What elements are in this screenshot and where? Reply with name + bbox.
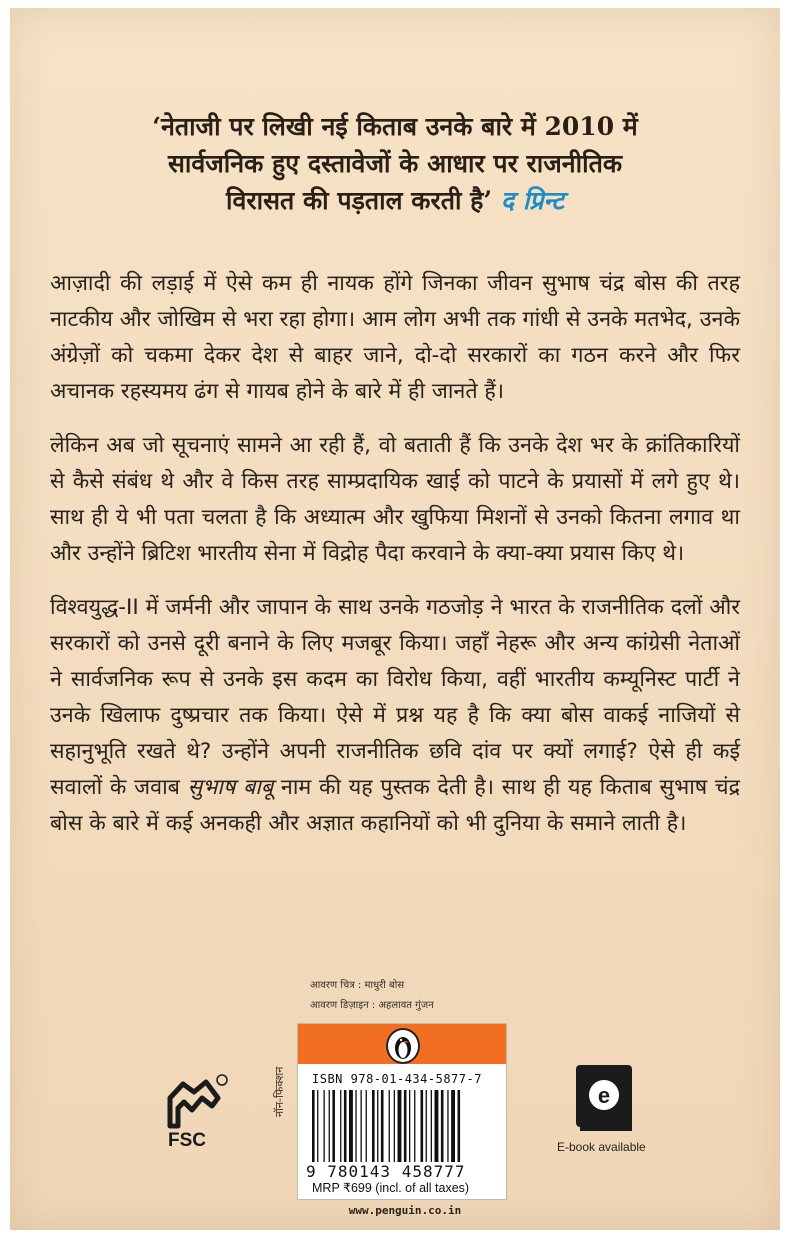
barcode <box>310 1090 496 1162</box>
barcode-bar <box>394 1090 395 1162</box>
barcode-bar <box>329 1090 330 1162</box>
synopsis-paragraph-1: आज़ादी की लड़ाई में ऐसे कम ही नायक होंगे जिनका जीवन सुभाष चंद्र बोस की तरह नाटकीय और जोखिम से भरा रहा होगा। आम लोग अभी तक गांधी से उनके मतभेद, उनके अंग्रेज़ों को चकमा देकर देश से बाहर जाने, दो-दो सरकारों का गठन करने और फिर अचानक रहस्यमय ढंग से गायब होने के बारे में ही जानते हैं। <box>50 271 740 404</box>
barcode-bar <box>317 1090 318 1162</box>
book-back-cover <box>10 8 780 1230</box>
quote-line-3-text: विरासत की पड़ताल करती है’ <box>226 186 493 215</box>
synopsis-paragraph-3-part-2: नाम की यह पुस्तक देती है। साथ ही यह किताब सुभाष चंद्र बोस के बारे में कई अनकही और अज्ञात कहानियों को भी दुनिया के समाने लाती है। <box>50 775 740 836</box>
barcode-bar <box>381 1090 384 1162</box>
barcode-bar <box>340 1090 341 1162</box>
barcode-bar <box>361 1090 362 1162</box>
barcode-bar <box>377 1090 378 1162</box>
quote-source: द प्रिन्ट <box>500 186 564 215</box>
barcode-number: 9 780143 458777 <box>306 1162 466 1181</box>
barcode-bar <box>404 1090 407 1162</box>
mrp-price: MRP ₹699 (incl. of all taxes) <box>312 1181 470 1195</box>
fsc-label: FSC <box>168 1130 206 1151</box>
book-title-italic: सुभाष बाबू <box>187 775 274 800</box>
barcode-bar <box>414 1090 415 1162</box>
barcode-bar <box>409 1090 410 1162</box>
synopsis-paragraph-2: लेकिन अब जो सूचनाएं सामने आ रही हैं, वो बताती हैं कि उनके देश भर के क्रांतिकारियों से कैसे संबंध थे और वे किस तरह साम्प्रदायिक खाई को पाटने के प्रयासों में लगे हुए थे। साथ ही ये भी पता चलता है कि अध्यात्म और खुफिया मिशनों से उनको कितना लगाव था और उन्होंने ब्रिटिश भारतीय सेना में विद्रोह पैदा करवाने के क्या-क्या प्रयास किए थे। <box>50 433 740 566</box>
cover-art-credit: आवरण चित्र : माधुरी बोस <box>310 980 405 991</box>
genre-label: नॉन-फिक्शन <box>273 1066 286 1118</box>
quote-line-1: ‘नेताजी पर लिखी नई किताब उनके बारे में 2010 में <box>152 112 638 141</box>
barcode-bar <box>332 1090 335 1162</box>
barcode-bar <box>344 1090 347 1162</box>
cover-credits <box>310 976 530 1016</box>
svg-text:e: e <box>597 1083 611 1108</box>
penguin-logo-icon <box>386 1028 420 1064</box>
isbn-text: ISBN 978-01-434-5877-7 <box>312 1072 482 1086</box>
barcode-bar <box>372 1090 375 1162</box>
barcode-bar <box>447 1090 448 1162</box>
barcode-bar <box>431 1090 432 1162</box>
quote-line-2: सार्वजनिक हुए दस्तावेजों के आधार पर राजनीतिक <box>167 149 623 178</box>
barcode-bar <box>426 1090 427 1162</box>
barcode-bar <box>324 1090 325 1162</box>
ebook-label: E-book available <box>557 1140 646 1154</box>
publisher-website: www.penguin.co.in <box>348 1204 462 1217</box>
barcode-bar <box>441 1090 444 1162</box>
blurb-quote <box>50 108 740 219</box>
barcode-bar <box>435 1090 439 1162</box>
quote-line-3 <box>50 182 740 219</box>
cover-design-credit: आवरण डिज़ाइन : अहलावत गुंजन <box>310 1000 434 1011</box>
synopsis <box>50 266 740 860</box>
barcode-bar <box>312 1090 315 1162</box>
barcode-bar <box>366 1090 367 1162</box>
barcode-bar <box>421 1090 424 1162</box>
barcode-bar <box>355 1090 356 1162</box>
ebook-icon <box>570 1063 640 1135</box>
barcode-bar <box>398 1090 402 1162</box>
barcode-bar <box>451 1090 455 1162</box>
barcode-panel <box>297 1023 507 1200</box>
barcode-bar <box>458 1090 461 1162</box>
barcode-bar <box>389 1090 390 1162</box>
barcode-bar <box>349 1090 353 1162</box>
publisher-band <box>298 1024 506 1064</box>
synopsis-paragraph-3 <box>50 590 740 842</box>
synopsis-paragraph-3-part-1: विश्वयुद्ध-II में जर्मनी और जापान के साथ उनके गठजोड़ ने भारत के राजनीतिक दलों और सरकारों को उनसे दूरी बनाने के लिए मजबूर किया। जहाँ नेहरू और अन्य कांग्रेसी नेताओं ने सार्वजनिक रूप से उनके इस कदम का विरोध किया, वहीं भारतीय कम्यूनिस्ट पार्टी ने उनके खिलाफ दुष्प्रचार तक किया। ऐसे में प्रश्न यह है कि क्या बोस वाकई नाजियों से सहानुभूति रखते थे? उन्होंने अपनी राजनीतिक छवि दांव पर क्यों लगाई? ऐसे ही कई सवालों के जवाब <box>50 595 740 800</box>
